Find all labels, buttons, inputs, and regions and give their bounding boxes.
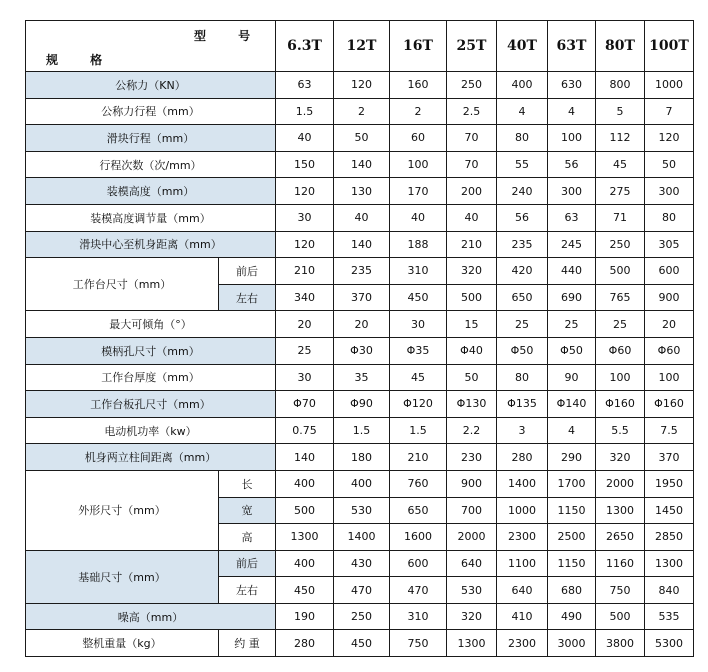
value-cell: 40 xyxy=(334,204,390,231)
value-cell: 35 xyxy=(334,364,390,391)
value-cell: 63 xyxy=(276,72,334,99)
row-label: 公称力行程（mm） xyxy=(26,98,276,125)
value-cell: 3 xyxy=(497,417,548,444)
value-cell: 100 xyxy=(645,364,694,391)
value-cell: 690 xyxy=(548,284,596,311)
spec-label: 规 格 xyxy=(46,53,117,67)
value-cell: 80 xyxy=(497,125,548,152)
table-row xyxy=(26,72,694,99)
value-cell: 2300 xyxy=(497,630,548,657)
value-cell: 250 xyxy=(596,231,645,258)
value-cell: 535 xyxy=(645,603,694,630)
value-cell: 20 xyxy=(334,311,390,338)
value-cell: 1450 xyxy=(645,497,694,524)
value-cell: Φ50 xyxy=(497,337,548,364)
value-cell: 2 xyxy=(334,98,390,125)
value-cell: 500 xyxy=(596,603,645,630)
value-cell: 210 xyxy=(447,231,497,258)
value-cell: 1100 xyxy=(497,550,548,577)
value-cell: 650 xyxy=(390,497,447,524)
row-label: 装模高度（mm） xyxy=(26,178,276,205)
row-label: 工作台厚度（mm） xyxy=(26,364,276,391)
value-cell: 840 xyxy=(645,577,694,604)
value-cell: 1600 xyxy=(390,524,447,551)
row-label: 滑块行程（mm） xyxy=(26,125,276,152)
value-cell: 210 xyxy=(390,444,447,471)
value-cell: 800 xyxy=(596,72,645,99)
value-cell: 50 xyxy=(334,125,390,152)
value-cell: Φ35 xyxy=(390,337,447,364)
model-header-6: 80T xyxy=(596,21,645,72)
value-cell: 490 xyxy=(548,603,596,630)
table-row xyxy=(26,470,694,497)
value-cell: 300 xyxy=(645,178,694,205)
value-cell: 230 xyxy=(447,444,497,471)
table-row xyxy=(26,178,694,205)
value-cell: 1000 xyxy=(645,72,694,99)
row-label: 机身两立柱间距离（mm） xyxy=(26,444,276,471)
value-cell: 1.5 xyxy=(334,417,390,444)
value-cell: 5.5 xyxy=(596,417,645,444)
table-row xyxy=(26,603,694,630)
table-row xyxy=(26,337,694,364)
value-cell: 320 xyxy=(447,258,497,285)
value-cell: Φ160 xyxy=(645,391,694,418)
value-cell: 900 xyxy=(447,470,497,497)
value-cell: Φ50 xyxy=(548,337,596,364)
row-label: 工作台板孔尺寸（mm） xyxy=(26,391,276,418)
value-cell: 71 xyxy=(596,204,645,231)
table-row xyxy=(26,550,694,577)
value-cell: 188 xyxy=(390,231,447,258)
value-cell: 70 xyxy=(447,125,497,152)
value-cell: 100 xyxy=(390,151,447,178)
value-cell: 470 xyxy=(390,577,447,604)
value-cell: 305 xyxy=(645,231,694,258)
value-cell: 200 xyxy=(447,178,497,205)
value-cell: 112 xyxy=(596,125,645,152)
value-cell: 15 xyxy=(447,311,497,338)
value-cell: 2000 xyxy=(596,470,645,497)
value-cell: 400 xyxy=(276,470,334,497)
value-cell: 80 xyxy=(645,204,694,231)
value-cell: Φ135 xyxy=(497,391,548,418)
value-cell: 2.5 xyxy=(447,98,497,125)
value-cell: 765 xyxy=(596,284,645,311)
header-row xyxy=(26,21,694,72)
value-cell: 530 xyxy=(334,497,390,524)
value-cell: 370 xyxy=(334,284,390,311)
value-cell: 5300 xyxy=(645,630,694,657)
value-cell: 2.2 xyxy=(447,417,497,444)
sub-label: 左右 xyxy=(219,577,276,604)
value-cell: 600 xyxy=(645,258,694,285)
row-label: 噪高（mm） xyxy=(26,603,276,630)
model-header-3: 25T xyxy=(447,21,497,72)
value-cell: 1150 xyxy=(548,497,596,524)
value-cell: 2500 xyxy=(548,524,596,551)
sub-label: 约 重 xyxy=(219,630,276,657)
row-label: 公称力（KN） xyxy=(26,72,276,99)
value-cell: 3000 xyxy=(548,630,596,657)
value-cell: 4 xyxy=(548,98,596,125)
value-cell: 2000 xyxy=(447,524,497,551)
row-label: 行程次数（次/mm） xyxy=(26,151,276,178)
row-group-label: 工作台尺寸（mm） xyxy=(26,258,219,311)
value-cell: 410 xyxy=(497,603,548,630)
value-cell: 450 xyxy=(276,577,334,604)
value-cell: Φ90 xyxy=(334,391,390,418)
value-cell: 3800 xyxy=(596,630,645,657)
value-cell: 400 xyxy=(276,550,334,577)
value-cell: 420 xyxy=(497,258,548,285)
value-cell: 140 xyxy=(276,444,334,471)
value-cell: 320 xyxy=(447,603,497,630)
value-cell: 1.5 xyxy=(276,98,334,125)
value-cell: 120 xyxy=(334,72,390,99)
model-header-1: 12T xyxy=(334,21,390,72)
value-cell: 650 xyxy=(497,284,548,311)
value-cell: 30 xyxy=(390,311,447,338)
value-cell: 900 xyxy=(645,284,694,311)
model-header-7: 100T xyxy=(645,21,694,72)
value-cell: 0.75 xyxy=(276,417,334,444)
value-cell: 50 xyxy=(447,364,497,391)
value-cell: 20 xyxy=(276,311,334,338)
sub-label: 前后 xyxy=(219,550,276,577)
value-cell: 1300 xyxy=(596,497,645,524)
value-cell: 7 xyxy=(645,98,694,125)
value-cell: 700 xyxy=(447,497,497,524)
table-row xyxy=(26,311,694,338)
row-label: 模柄孔尺寸（mm） xyxy=(26,337,276,364)
value-cell: 760 xyxy=(390,470,447,497)
value-cell: Φ70 xyxy=(276,391,334,418)
value-cell: 1160 xyxy=(596,550,645,577)
value-cell: 640 xyxy=(447,550,497,577)
value-cell: 120 xyxy=(276,178,334,205)
value-cell: 4 xyxy=(497,98,548,125)
value-cell: 180 xyxy=(334,444,390,471)
value-cell: 30 xyxy=(276,204,334,231)
value-cell: 1150 xyxy=(548,550,596,577)
row-group-label: 基础尺寸（mm） xyxy=(26,550,219,603)
value-cell: 56 xyxy=(497,204,548,231)
table-row xyxy=(26,391,694,418)
value-cell: 250 xyxy=(334,603,390,630)
value-cell: 63 xyxy=(548,204,596,231)
spec-table xyxy=(25,20,694,657)
value-cell: 40 xyxy=(276,125,334,152)
value-cell: 25 xyxy=(497,311,548,338)
value-cell: 750 xyxy=(596,577,645,604)
table-row xyxy=(26,364,694,391)
value-cell: 210 xyxy=(276,258,334,285)
sub-label: 长 xyxy=(219,470,276,497)
value-cell: 100 xyxy=(596,364,645,391)
value-cell: 370 xyxy=(645,444,694,471)
value-cell: 120 xyxy=(276,231,334,258)
value-cell: Φ140 xyxy=(548,391,596,418)
value-cell: 450 xyxy=(390,284,447,311)
value-cell: 400 xyxy=(334,470,390,497)
value-cell: 50 xyxy=(645,151,694,178)
value-cell: 235 xyxy=(334,258,390,285)
value-cell: 440 xyxy=(548,258,596,285)
value-cell: 235 xyxy=(497,231,548,258)
value-cell: Φ60 xyxy=(596,337,645,364)
value-cell: 70 xyxy=(447,151,497,178)
value-cell: 45 xyxy=(596,151,645,178)
sub-label: 左右 xyxy=(219,284,276,311)
table-row xyxy=(26,444,694,471)
value-cell: Φ160 xyxy=(596,391,645,418)
value-cell: 30 xyxy=(276,364,334,391)
value-cell: Φ30 xyxy=(334,337,390,364)
value-cell: Φ40 xyxy=(447,337,497,364)
table-row xyxy=(26,630,694,657)
value-cell: 2 xyxy=(390,98,447,125)
value-cell: 1400 xyxy=(334,524,390,551)
value-cell: 2650 xyxy=(596,524,645,551)
value-cell: 1000 xyxy=(497,497,548,524)
value-cell: 40 xyxy=(390,204,447,231)
value-cell: 340 xyxy=(276,284,334,311)
sub-label: 前后 xyxy=(219,258,276,285)
value-cell: 150 xyxy=(276,151,334,178)
value-cell: 1950 xyxy=(645,470,694,497)
sub-label: 宽 xyxy=(219,497,276,524)
value-cell: 25 xyxy=(596,311,645,338)
value-cell: 430 xyxy=(334,550,390,577)
value-cell: 45 xyxy=(390,364,447,391)
value-cell: 55 xyxy=(497,151,548,178)
value-cell: 100 xyxy=(548,125,596,152)
table-row xyxy=(26,258,694,285)
value-cell: 1400 xyxy=(497,470,548,497)
row-label: 装模高度调节量（mm） xyxy=(26,204,276,231)
table-row xyxy=(26,125,694,152)
value-cell: 1300 xyxy=(276,524,334,551)
model-label: 型 号 xyxy=(194,29,265,43)
model-header-5: 63T xyxy=(548,21,596,72)
value-cell: 310 xyxy=(390,258,447,285)
value-cell: 2850 xyxy=(645,524,694,551)
value-cell: Φ120 xyxy=(390,391,447,418)
value-cell: 1300 xyxy=(447,630,497,657)
value-cell: 470 xyxy=(334,577,390,604)
value-cell: 170 xyxy=(390,178,447,205)
value-cell: 450 xyxy=(334,630,390,657)
row-label: 电动机功率（kw） xyxy=(26,417,276,444)
value-cell: 25 xyxy=(548,311,596,338)
value-cell: 4 xyxy=(548,417,596,444)
value-cell: 140 xyxy=(334,231,390,258)
value-cell: 56 xyxy=(548,151,596,178)
value-cell: 680 xyxy=(548,577,596,604)
value-cell: 60 xyxy=(390,125,447,152)
value-cell: 20 xyxy=(645,311,694,338)
row-group-label: 外形尺寸（mm） xyxy=(26,470,219,550)
value-cell: 245 xyxy=(548,231,596,258)
value-cell: 80 xyxy=(497,364,548,391)
value-cell: 275 xyxy=(596,178,645,205)
row-label: 整机重量（kg） xyxy=(26,630,219,657)
table-row xyxy=(26,417,694,444)
value-cell: 640 xyxy=(497,577,548,604)
value-cell: 500 xyxy=(276,497,334,524)
row-label: 滑块中心至机身距离（mm） xyxy=(26,231,276,258)
value-cell: 1.5 xyxy=(390,417,447,444)
value-cell: 500 xyxy=(447,284,497,311)
model-header-0: 6.3T xyxy=(276,21,334,72)
table-row xyxy=(26,204,694,231)
value-cell: 40 xyxy=(447,204,497,231)
value-cell: 290 xyxy=(548,444,596,471)
value-cell: 530 xyxy=(447,577,497,604)
value-cell: Φ60 xyxy=(645,337,694,364)
value-cell: 120 xyxy=(645,125,694,152)
value-cell: 5 xyxy=(596,98,645,125)
value-cell: 280 xyxy=(276,630,334,657)
value-cell: 7.5 xyxy=(645,417,694,444)
value-cell: 320 xyxy=(596,444,645,471)
value-cell: 300 xyxy=(548,178,596,205)
value-cell: Φ130 xyxy=(447,391,497,418)
value-cell: 280 xyxy=(497,444,548,471)
value-cell: 250 xyxy=(447,72,497,99)
value-cell: 1700 xyxy=(548,470,596,497)
model-header-2: 16T xyxy=(390,21,447,72)
value-cell: 190 xyxy=(276,603,334,630)
value-cell: 400 xyxy=(497,72,548,99)
row-label: 最大可倾角（°） xyxy=(26,311,276,338)
value-cell: 500 xyxy=(596,258,645,285)
value-cell: 2300 xyxy=(497,524,548,551)
value-cell: 25 xyxy=(276,337,334,364)
value-cell: 1300 xyxy=(645,550,694,577)
value-cell: 630 xyxy=(548,72,596,99)
value-cell: 240 xyxy=(497,178,548,205)
table-row xyxy=(26,98,694,125)
table-row xyxy=(26,151,694,178)
value-cell: 90 xyxy=(548,364,596,391)
value-cell: 130 xyxy=(334,178,390,205)
value-cell: 600 xyxy=(390,550,447,577)
model-header-4: 40T xyxy=(497,21,548,72)
header-corner xyxy=(26,21,276,72)
value-cell: 160 xyxy=(390,72,447,99)
sub-label: 高 xyxy=(219,524,276,551)
value-cell: 140 xyxy=(334,151,390,178)
value-cell: 750 xyxy=(390,630,447,657)
table-row xyxy=(26,231,694,258)
value-cell: 310 xyxy=(390,603,447,630)
